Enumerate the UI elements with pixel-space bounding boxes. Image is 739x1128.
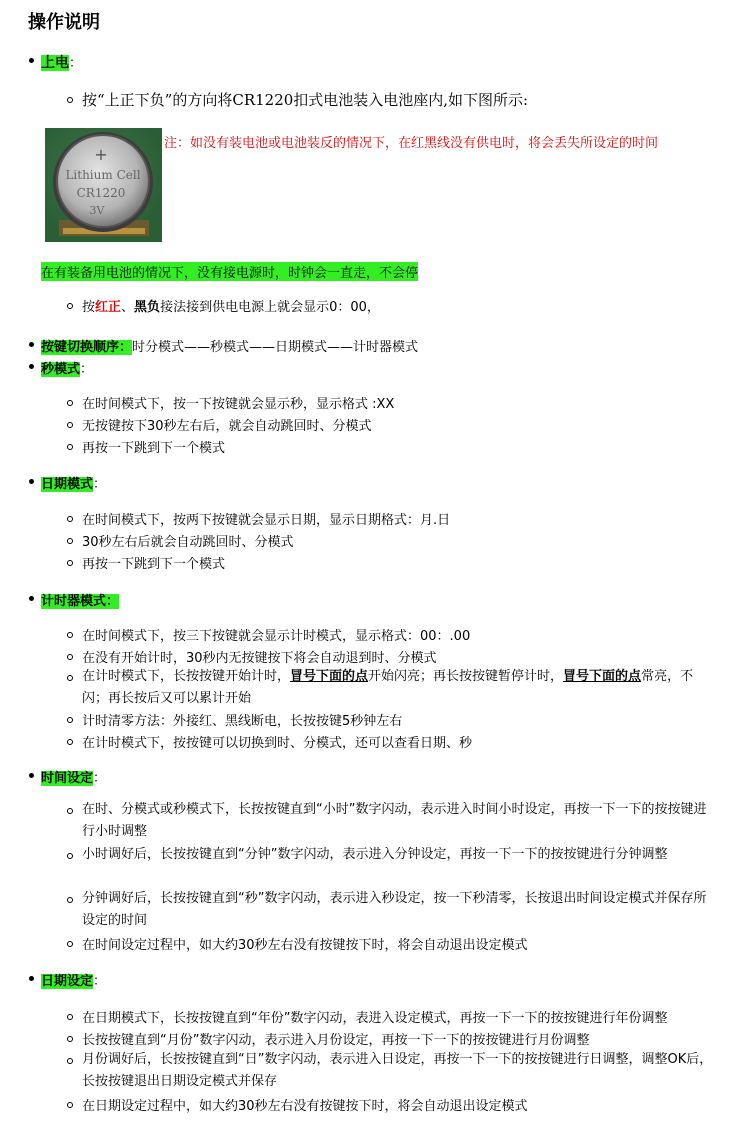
- connect-instruction: 按红正、黑负接法接到供电电源上就会显示0：00，: [82, 300, 380, 315]
- list-item: 在时间模式下，按两下按键就会显示日期，显示日期格式：月.日: [82, 513, 451, 528]
- list-item: 在时、分模式或秒模式下，长按按键直到“小时”数字闪动，表示进入时间小时设定，再按一下一下的按按键进行小时调整: [82, 802, 707, 839]
- battery-photo: [45, 128, 162, 242]
- sub-bullet: [67, 303, 73, 309]
- list-item: 再按一下跳到下一个模式: [82, 441, 226, 456]
- list-item: 计时清零方法：外接红、黑线断电，长按按键5秒钟左右: [82, 714, 403, 729]
- switch-order-label: 按键切换顺序：: [41, 340, 133, 355]
- seconds-label: 秒模式: [41, 362, 81, 377]
- sub-bullet: [67, 717, 73, 723]
- sub-bullet: [67, 516, 73, 522]
- timer-heading: [41, 590, 119, 609]
- red-positive: 红正: [95, 300, 122, 315]
- sub-bullet: [67, 97, 73, 103]
- power-label: 上电: [41, 55, 69, 71]
- sub-bullet: [67, 654, 73, 660]
- list-item: 在时间模式下，按三下按键就会显示计时模式，显示格式：00：.00: [82, 629, 471, 644]
- sub-bullet: [67, 560, 73, 566]
- sub-bullet: [67, 897, 73, 903]
- battery-text-3: 3V: [89, 204, 105, 217]
- switch-order: 按键切换顺序：时分模式——秒模式——日期模式——计时器模式: [41, 340, 419, 355]
- sub-bullet: [67, 444, 73, 450]
- sub-bullet: [67, 632, 73, 638]
- power-heading: 上电：: [41, 55, 83, 71]
- list-item: 分钟调好后，长按按键直到“秒”数字闪动，表示进入秒设定，按一下秒清零，长按退出时间设定模式并保存所设定的时间: [82, 891, 707, 928]
- power-loss-warning: 注：如没有装电池或电池装反的情况下，在红黑线没有供电时，将会丢失所设定的时间: [164, 136, 659, 151]
- list-item: 无按键按下30秒左右后，就会自动跳回时、分模式: [82, 419, 372, 434]
- date-mode-heading: 日期模式：: [41, 477, 107, 492]
- list-item: 长按按键直到“月份”数字闪动，表示进入月份设定，再按一下一下的按按键进行月份调整: [82, 1033, 590, 1048]
- bullet: [29, 479, 34, 484]
- list-item: 在时间设定过程中，如大约30秒左右没有按键按下时，将会自动退出设定模式: [82, 938, 528, 953]
- black-negative: 黑负: [134, 300, 161, 315]
- time-set-label: 时间设定: [41, 771, 94, 786]
- list-item: 在计时模式下，按按键可以切换到时、分模式，还可以查看日期、秒: [82, 736, 473, 751]
- list-item: 30秒左右后就会自动跳回时、分模式: [82, 535, 294, 550]
- bullet: [29, 976, 34, 981]
- sub-bullet: [67, 941, 73, 947]
- sub-bullet: [67, 400, 73, 406]
- list-item: 再按一下跳到下一个模式: [82, 557, 226, 572]
- backup-battery-note: 在有装备用电池的情况下，没有接电源时，时钟会一直走，不会停: [41, 262, 418, 281]
- seconds-heading: 秒模式：: [41, 362, 94, 377]
- list-item: 在计时模式下，长按按键开始计时，冒号下面的点开始闪亮；再长按按键暂停计时，冒号下面的点常亮，不闪；再长按后又可以累计开始: [82, 669, 694, 706]
- battery-install-text: 按“上正下负”的方向将CR1220扣式电池装入电池座内,如下图所示:: [82, 91, 529, 109]
- sub-bullet: [67, 675, 73, 681]
- sub-bullet: [67, 808, 73, 814]
- bullet: [29, 58, 34, 63]
- battery-plus: +: [94, 145, 108, 164]
- sub-bullet: [67, 1014, 73, 1020]
- sub-bullet: [67, 1058, 73, 1064]
- list-item: 在日期模式下，长按按键直到“年份”数字闪动，表进入设定模式，再按一下一下的按按键进行年份调整: [82, 1011, 668, 1026]
- sub-bullet: [67, 1036, 73, 1042]
- list-item: 小时调好后，长按按键直到“分钟”数字闪动，表示进入分钟设定，再按一下一下的按按键进行分钟调整: [82, 847, 668, 862]
- page-title: 操作说明: [28, 12, 100, 33]
- battery-text-1: Lithium Cell: [65, 168, 141, 182]
- list-item: 在没有开始计时，30秒内无按键按下将会自动退到时、分模式: [82, 651, 437, 666]
- date-set-label: 日期设定: [41, 974, 94, 989]
- sub-bullet: [67, 538, 73, 544]
- bullet: [29, 596, 34, 601]
- bullet: [29, 342, 34, 347]
- sub-bullet: [67, 422, 73, 428]
- list-item: 月份调好后，长按按键直到“日”数字闪动，表示进入日设定，再按一下一下的按按键进行日调整，调整OK后，长按按键退出日期设定模式并保存: [82, 1052, 713, 1089]
- bullet: [29, 773, 34, 778]
- sub-bullet: [67, 1102, 73, 1108]
- list-item: 在时间模式下，按一下按键就会显示秒，显示格式 :XX: [82, 397, 395, 412]
- sub-bullet: [67, 853, 73, 859]
- time-set-heading: 时间设定：: [41, 771, 107, 786]
- date-mode-label: 日期模式: [41, 477, 94, 492]
- timer-label: 计时器模式：: [41, 594, 120, 609]
- bullet: [29, 364, 34, 369]
- battery-text-2: CR1220: [76, 186, 126, 200]
- list-item: 在日期设定过程中，如大约30秒左右没有按键按下时，将会自动退出设定模式: [82, 1099, 528, 1114]
- date-set-heading: 日期设定：: [41, 974, 107, 989]
- sub-bullet: [67, 739, 73, 745]
